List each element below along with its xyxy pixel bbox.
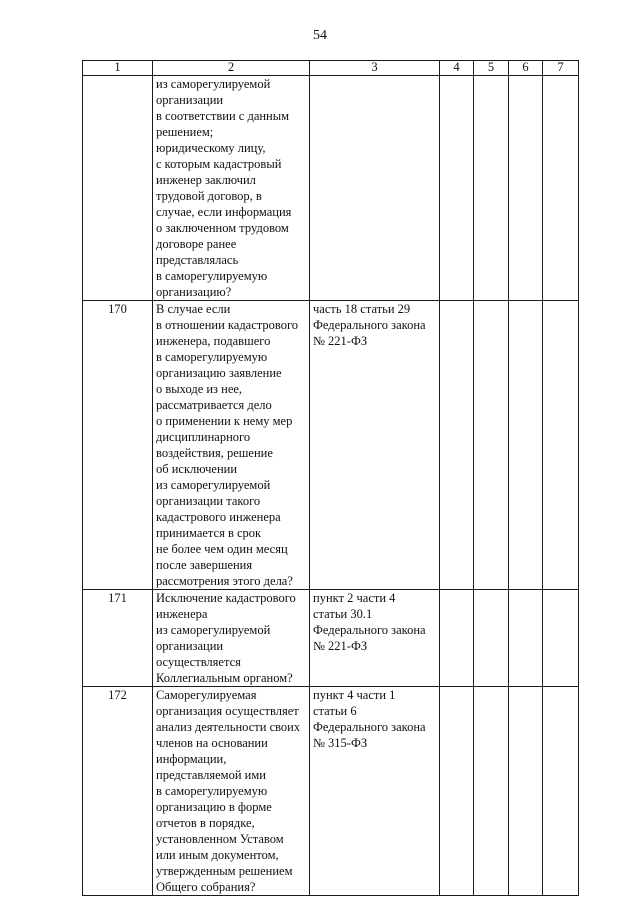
column-header-6: 6 xyxy=(509,61,543,76)
answer-cell-5 xyxy=(474,687,509,896)
answer-cell-7 xyxy=(543,590,579,687)
answer-cell-4 xyxy=(440,76,474,301)
legal-reference: часть 18 статьи 29 Федерального закона № 221-ФЗ xyxy=(310,301,440,590)
legal-reference xyxy=(310,76,440,301)
row-number: 172 xyxy=(83,687,153,896)
row-number xyxy=(83,76,153,301)
question-text: Исключение кадастрового инженера из саморегулируемой организации осуществляется Коллегиальным органом? xyxy=(153,590,310,687)
column-header-7: 7 xyxy=(543,61,579,76)
answer-cell-7 xyxy=(543,687,579,896)
column-header-4: 4 xyxy=(440,61,474,76)
question-text: из саморегулируемой организации в соответствии с данным решением; юридическому лицу, с которым кадастровый инженер заключил трудовой договор, в случае, если информация о заключенном трудовом договоре ранее представлялась в саморегулируемую организацию? xyxy=(153,76,310,301)
answer-cell-4 xyxy=(440,590,474,687)
legal-reference: пункт 2 части 4 статьи 30.1 Федерального закона № 221-ФЗ xyxy=(310,590,440,687)
answer-cell-6 xyxy=(509,76,543,301)
column-header-1: 1 xyxy=(83,61,153,76)
checklist-table xyxy=(82,60,579,896)
table-row xyxy=(83,76,579,301)
answer-cell-4 xyxy=(440,687,474,896)
answer-cell-6 xyxy=(509,590,543,687)
column-header-2: 2 xyxy=(153,61,310,76)
table-header-row xyxy=(83,61,579,76)
answer-cell-5 xyxy=(474,76,509,301)
table-row xyxy=(83,590,579,687)
answer-cell-6 xyxy=(509,687,543,896)
answer-cell-7 xyxy=(543,301,579,590)
answer-cell-6 xyxy=(509,301,543,590)
legal-reference: пункт 4 части 1 статьи 6 Федерального закона № 315-ФЗ xyxy=(310,687,440,896)
row-number: 170 xyxy=(83,301,153,590)
column-header-5: 5 xyxy=(474,61,509,76)
row-number: 171 xyxy=(83,590,153,687)
page-number: 54 xyxy=(313,28,327,43)
question-text: В случае если в отношении кадастрового инженера, подавшего в саморегулируемую организацию заявление о выходе из нее, рассматривается дело о применении к нему мер дисциплинарного воздействия, решение об исключении из саморегулируемой организации такого кадастрового инженера принимается в срок не более чем один месяц после завершения рассмотрения этого дела? xyxy=(153,301,310,590)
answer-cell-5 xyxy=(474,590,509,687)
table-row xyxy=(83,301,579,590)
answer-cell-4 xyxy=(440,301,474,590)
answer-cell-5 xyxy=(474,301,509,590)
answer-cell-7 xyxy=(543,76,579,301)
column-header-3: 3 xyxy=(310,61,440,76)
question-text: Саморегулируемая организация осуществляет анализ деятельности своих членов на основании информации, представляемой ими в саморегулируемую организацию в форме отчетов в порядке, установленном Уставом или иным документом, утвержденным решением Общего собрания? xyxy=(153,687,310,896)
table-row xyxy=(83,687,579,896)
